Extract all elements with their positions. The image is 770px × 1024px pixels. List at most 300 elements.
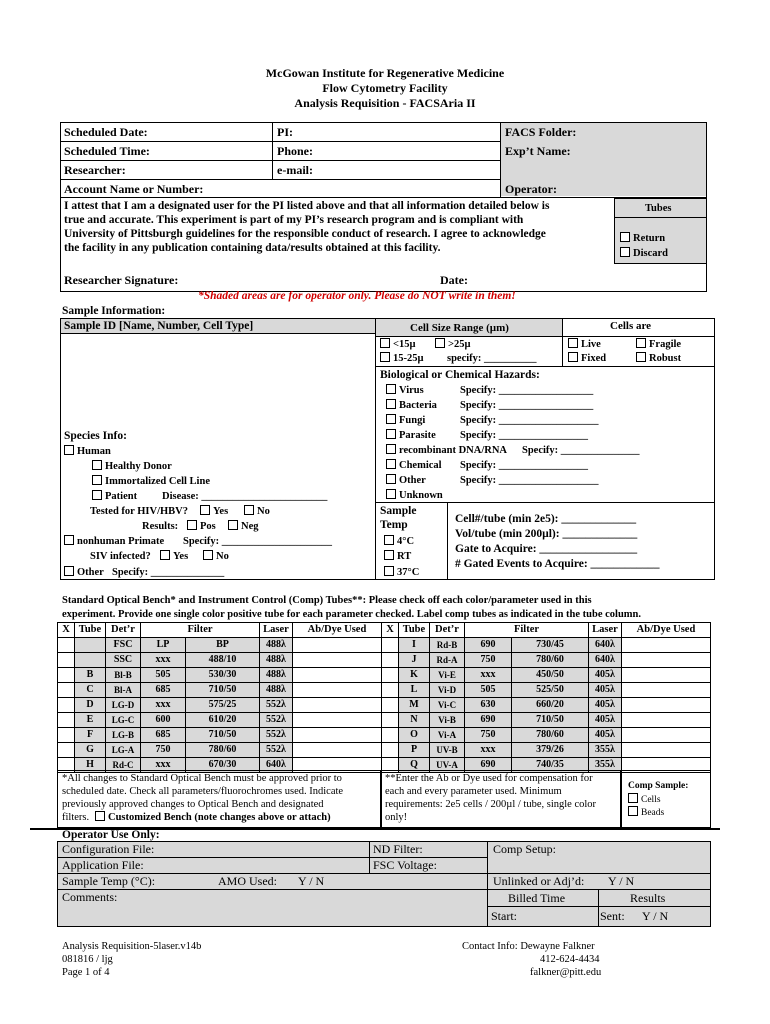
hazard-specify[interactable]: Specify: __________________ xyxy=(460,385,594,396)
table-row xyxy=(58,698,382,713)
hazard-checkbox[interactable] xyxy=(386,384,396,394)
hazard-label: Other xyxy=(399,475,426,486)
sent-yn[interactable]: Y / N xyxy=(642,909,669,923)
detector-cell: Vi-D xyxy=(430,683,465,698)
hazard-label: Virus xyxy=(399,385,424,396)
detector-cell: Rd-B xyxy=(430,638,465,653)
immortalized-label: Immortalized Cell Line xyxy=(105,476,210,487)
hazard-item[interactable] xyxy=(386,474,426,487)
scheduled-time-label: Scheduled Time: xyxy=(64,144,150,158)
pos-checkbox[interactable] xyxy=(187,520,197,530)
scheduled-date-label: Scheduled Date: xyxy=(64,125,148,139)
fixed-label: Fixed xyxy=(581,353,607,364)
healthy-donor-label: Healthy Donor xyxy=(105,461,172,472)
temp-4c-checkbox[interactable] xyxy=(384,535,394,545)
hazard-label: recombinant DNA/RNA xyxy=(399,445,508,456)
bp-cell: 525/50 xyxy=(511,683,588,698)
abdye-cell[interactable] xyxy=(293,653,382,668)
human-checkbox[interactable] xyxy=(64,445,74,455)
results-pos[interactable] xyxy=(187,520,216,533)
neg-checkbox[interactable] xyxy=(228,520,238,530)
nd-filter-label: ND Filter: xyxy=(373,842,423,856)
laser-cell: 405λ xyxy=(589,683,622,698)
bench-table-right xyxy=(381,622,711,773)
date-label: Date: xyxy=(440,273,468,287)
col-filter-right: Filter xyxy=(465,623,589,638)
size-specify: specify: __________ xyxy=(447,353,537,364)
bp-cell: 610/20 xyxy=(186,713,260,728)
robust-label: Robust xyxy=(649,353,682,364)
cells-robust[interactable] xyxy=(636,352,681,365)
comments-label: Comments: xyxy=(62,890,118,904)
sample-info-title: Sample Information: xyxy=(62,305,166,317)
comp-beads-checkbox[interactable] xyxy=(628,806,638,816)
lp-cell: 750 xyxy=(141,743,186,758)
detector-cell: LG-B xyxy=(106,728,141,743)
laser-cell: 488λ xyxy=(260,683,293,698)
col-detr-right: Det’r xyxy=(430,623,465,638)
hazard-label: Fungi xyxy=(399,415,426,426)
size-gt25[interactable] xyxy=(435,338,471,351)
gated-events-field[interactable]: # Gated Events to Acquire: ____________ xyxy=(455,558,660,570)
tube-cell: C xyxy=(75,683,106,698)
abdye-cell[interactable] xyxy=(293,698,382,713)
results-label: Results: xyxy=(142,521,179,532)
lp-cell: 505 xyxy=(465,683,512,698)
size-lt15[interactable] xyxy=(380,338,416,351)
siv-no-checkbox[interactable] xyxy=(203,550,213,560)
temp-37c-checkbox[interactable] xyxy=(384,566,394,576)
lp-cell: xxx xyxy=(465,668,512,683)
lp-cell: xxx xyxy=(141,698,186,713)
patient-checkbox[interactable] xyxy=(92,490,102,500)
detector-cell: UV-A xyxy=(430,758,465,773)
table-row xyxy=(58,683,382,698)
col-abdye: Ab/Dye Used xyxy=(293,623,382,638)
col-laser: Laser xyxy=(260,623,293,638)
tested-no-label: No xyxy=(257,506,270,517)
cell-tube-field[interactable]: Cell#/tube (min 2e5): _____________ xyxy=(455,513,637,525)
gate-field[interactable]: Gate to Acquire: _________________ xyxy=(455,543,638,555)
temp-37c-label: 37°C xyxy=(397,567,420,578)
sent-label: Sent: xyxy=(600,909,625,923)
hazard-specify[interactable]: Specify: _________________ xyxy=(460,430,589,441)
robust-checkbox[interactable] xyxy=(636,352,646,362)
tubes-return[interactable] xyxy=(620,232,665,245)
x-cell[interactable] xyxy=(382,653,399,668)
tested-no[interactable] xyxy=(244,505,270,518)
hazard-item[interactable] xyxy=(386,459,442,472)
laser-cell: 405λ xyxy=(589,728,622,743)
billed-time-label: Billed Time xyxy=(508,891,566,905)
col-x: X xyxy=(58,623,75,638)
bp-cell: 730/45 xyxy=(511,638,588,653)
bench-table-left xyxy=(57,622,382,773)
hazard-checkbox[interactable] xyxy=(386,444,396,454)
pi-label: PI: xyxy=(277,125,293,139)
table-row xyxy=(382,653,711,668)
institute-title: McGowan Institute for Regenerative Medicine xyxy=(265,66,505,80)
cells-fragile[interactable] xyxy=(636,338,681,351)
facs-folder-label: FACS Folder: xyxy=(505,125,577,139)
abdye-cell[interactable] xyxy=(293,638,382,653)
col-tube-right: Tube xyxy=(399,623,430,638)
bp-cell: 450/50 xyxy=(511,668,588,683)
tube-cell: Q xyxy=(399,758,430,773)
bp-cell: 710/50 xyxy=(186,683,260,698)
hazard-item[interactable] xyxy=(386,384,424,397)
nonhuman-specify[interactable]: Specify: _____________________ xyxy=(183,536,333,547)
detector-cell: Vi-C xyxy=(430,698,465,713)
tube-cell: L xyxy=(399,683,430,698)
x-cell[interactable] xyxy=(58,638,75,653)
fsc-voltage-label: FSC Voltage: xyxy=(373,858,437,872)
footer-phone: 412-624-4434 xyxy=(540,954,600,965)
customized-checkbox[interactable] xyxy=(95,811,105,821)
tube-cell: J xyxy=(399,653,430,668)
immortalized-checkbox[interactable] xyxy=(92,475,102,485)
lt15-label: <15µ xyxy=(393,339,416,350)
temp-rt[interactable] xyxy=(384,550,411,563)
temp-rt-checkbox[interactable] xyxy=(384,550,394,560)
hazard-checkbox[interactable] xyxy=(386,489,396,499)
hazard-specify[interactable]: Specify: _________________ xyxy=(460,460,589,471)
size-15-25[interactable] xyxy=(380,352,424,365)
table-row xyxy=(58,743,382,758)
hazard-item[interactable] xyxy=(386,489,443,502)
results-neg[interactable] xyxy=(228,520,259,533)
live-checkbox[interactable] xyxy=(568,338,578,348)
hazard-checkbox[interactable] xyxy=(386,459,396,469)
tubes-discard[interactable] xyxy=(620,247,668,260)
nonhuman-checkbox[interactable] xyxy=(64,535,74,545)
tested-yes[interactable] xyxy=(200,505,228,518)
tube-cell xyxy=(75,638,106,653)
bp-cell: 670/30 xyxy=(186,758,260,773)
temp-4c[interactable] xyxy=(384,535,414,548)
cells-live[interactable] xyxy=(568,338,601,351)
patient[interactable] xyxy=(92,490,137,503)
amo-used-label: AMO Used: xyxy=(218,874,277,888)
hazards-title: Biological or Chemical Hazards: xyxy=(380,369,540,381)
table-row xyxy=(382,743,711,758)
hazard-specify[interactable]: Specify: ___________________ xyxy=(460,415,599,426)
laser-cell: 552λ xyxy=(260,743,293,758)
laser-cell: 488λ xyxy=(260,638,293,653)
tubes-label: Tubes xyxy=(645,203,672,214)
col-laser-right: Laser xyxy=(589,623,622,638)
x-cell[interactable] xyxy=(58,698,75,713)
lp-cell: xxx xyxy=(465,743,512,758)
species-other[interactable] xyxy=(64,566,104,579)
x-cell[interactable] xyxy=(58,653,75,668)
detector-cell: LG-D xyxy=(106,698,141,713)
human-label: Human xyxy=(77,446,111,457)
cells-fixed[interactable] xyxy=(568,352,606,365)
footer-page: Page 1 of 4 xyxy=(62,967,110,978)
operator-title: Operator Use Only: xyxy=(62,829,160,841)
col-x-right: X xyxy=(382,623,399,638)
laser-cell: 405λ xyxy=(589,698,622,713)
hazard-specify[interactable]: Specify: _______________ xyxy=(522,445,640,456)
bench-note-left-2: scheduled date. Check all parameters/fluorochromes used. Indicate xyxy=(62,786,344,797)
healthy-donor[interactable] xyxy=(92,460,172,473)
abdye-cell[interactable] xyxy=(293,713,382,728)
tested-no-checkbox[interactable] xyxy=(244,505,254,515)
x-cell[interactable] xyxy=(382,638,399,653)
abdye-cell[interactable] xyxy=(293,683,382,698)
abdye-cell[interactable] xyxy=(622,653,711,668)
siv-yes-label: Yes xyxy=(173,551,189,562)
hazard-checkbox[interactable] xyxy=(386,429,396,439)
laser-cell: 552λ xyxy=(260,713,293,728)
footer-doc-name: Analysis Requisition-5laser.v14b xyxy=(62,941,202,952)
hazard-label: Bacteria xyxy=(399,400,437,411)
abdye-cell[interactable] xyxy=(293,743,382,758)
start-label: Start: xyxy=(491,909,517,923)
bench-note-right-2: each and every parameter used. Minimum xyxy=(385,786,562,797)
abdye-cell[interactable] xyxy=(293,728,382,743)
healthy-donor-checkbox[interactable] xyxy=(92,460,102,470)
comp-cells[interactable] xyxy=(628,793,661,807)
hazard-item[interactable] xyxy=(386,429,436,442)
x-cell[interactable] xyxy=(382,713,399,728)
abdye-cell[interactable] xyxy=(622,728,711,743)
lt15-checkbox[interactable] xyxy=(380,338,390,348)
table-row xyxy=(382,698,711,713)
detector-cell: LG-A xyxy=(106,743,141,758)
patient-label: Patient xyxy=(105,491,138,502)
operator-label: Operator: xyxy=(505,182,557,196)
lp-cell: 600 xyxy=(141,713,186,728)
lp-cell: 750 xyxy=(465,728,512,743)
lp-cell: 690 xyxy=(465,758,512,773)
sample-temp-op-label: Sample Temp (°C): xyxy=(62,874,156,888)
fragile-label: Fragile xyxy=(649,339,682,350)
bp-cell: 379/26 xyxy=(511,743,588,758)
config-file-label: Configuration File: xyxy=(62,842,155,856)
return-label: Return xyxy=(633,233,666,244)
lp-cell: 685 xyxy=(141,683,186,698)
comp-beads[interactable] xyxy=(628,806,664,820)
hazard-item[interactable] xyxy=(386,399,437,412)
x-cell[interactable] xyxy=(58,743,75,758)
detector-cell: FSC xyxy=(106,638,141,653)
x-cell[interactable] xyxy=(382,698,399,713)
laser-cell: 405λ xyxy=(589,668,622,683)
x-cell[interactable] xyxy=(58,713,75,728)
tube-cell: D xyxy=(75,698,106,713)
r1525-checkbox[interactable] xyxy=(380,352,390,362)
temp-rt-label: RT xyxy=(397,551,412,562)
bp-cell: 780/60 xyxy=(511,653,588,668)
laser-cell: 552λ xyxy=(260,698,293,713)
bp-cell: 780/60 xyxy=(186,743,260,758)
x-cell[interactable] xyxy=(58,728,75,743)
immortalized-line[interactable] xyxy=(92,475,210,488)
fixed-checkbox[interactable] xyxy=(568,352,578,362)
laser-cell: 488λ xyxy=(260,668,293,683)
table-row xyxy=(58,638,382,653)
bp-cell: 780/60 xyxy=(511,728,588,743)
hazard-specify[interactable]: Specify: __________________ xyxy=(460,400,594,411)
fragile-checkbox[interactable] xyxy=(636,338,646,348)
bench-title: Standard Optical Bench* and Instrument Control (Comp) Tubes**: Please check off each color/parameter used in this xyxy=(62,595,592,606)
attest-line-4: the facility in any publication containing data/results obtained at this facility. xyxy=(64,242,441,254)
discard-checkbox[interactable] xyxy=(620,247,630,257)
signature-label: Researcher Signature: xyxy=(64,273,179,287)
live-label: Live xyxy=(581,339,601,350)
abdye-cell[interactable] xyxy=(622,683,711,698)
siv-label: SIV infected? xyxy=(90,551,151,562)
abdye-cell[interactable] xyxy=(622,638,711,653)
vol-tube-field[interactable]: Vol/tube (min 200µl): _____________ xyxy=(455,528,638,540)
detector-cell: Rd-A xyxy=(430,653,465,668)
tube-cell: E xyxy=(75,713,106,728)
siv-no[interactable] xyxy=(203,550,229,563)
return-checkbox[interactable] xyxy=(620,232,630,242)
footer-contact: Contact Info: Dewayne Falkner xyxy=(462,941,595,952)
tested-yes-checkbox[interactable] xyxy=(200,505,210,515)
temp-37c[interactable] xyxy=(384,566,419,579)
footer-version: 081816 / ljg xyxy=(62,954,113,965)
customized-label: Customized Bench (note changes above or attach) xyxy=(108,812,331,823)
tube-cell: P xyxy=(399,743,430,758)
detector-cell: LG-C xyxy=(106,713,141,728)
col-detr: Det’r xyxy=(106,623,141,638)
temp-label: Temp xyxy=(380,519,408,531)
comp-cells-label: Cells xyxy=(641,795,661,805)
tube-cell: H xyxy=(75,758,106,773)
gt25-checkbox[interactable] xyxy=(435,338,445,348)
table-row xyxy=(382,728,711,743)
tested-hiv-label: Tested for HIV/HBV? xyxy=(90,506,189,517)
species-other-checkbox[interactable] xyxy=(64,566,74,576)
laser-cell: 405λ xyxy=(589,713,622,728)
lp-cell: 750 xyxy=(465,653,512,668)
tube-cell: F xyxy=(75,728,106,743)
abdye-cell[interactable] xyxy=(622,668,711,683)
species-info-title: Species Info: xyxy=(64,430,127,442)
bp-cell: 660/20 xyxy=(511,698,588,713)
bp-cell: 575/25 xyxy=(186,698,260,713)
hazard-specify[interactable]: Specify: ___________________ xyxy=(460,475,599,486)
species-other-specify[interactable]: Specify: ______________ xyxy=(112,567,225,578)
bp-cell: BP xyxy=(186,638,260,653)
disease-field[interactable]: Disease: ________________________ xyxy=(162,491,328,502)
cell-size-header: Cell Size Range (µm) xyxy=(410,322,509,334)
pos-label: Pos xyxy=(200,521,216,532)
sample-id-header: Sample ID [Name, Number, Cell Type] xyxy=(64,320,254,332)
x-cell[interactable] xyxy=(58,668,75,683)
amo-yn[interactable]: Y / N xyxy=(298,874,325,888)
comp-setup-label: Comp Setup: xyxy=(493,842,557,856)
lp-cell: xxx xyxy=(141,653,186,668)
hazard-checkbox[interactable] xyxy=(386,414,396,424)
x-cell[interactable] xyxy=(382,743,399,758)
table-row xyxy=(382,713,711,728)
tube-cell: G xyxy=(75,743,106,758)
species-human[interactable] xyxy=(64,445,111,458)
results-op-label: Results xyxy=(630,891,666,905)
phone-label: Phone: xyxy=(277,144,313,158)
tube-cell: O xyxy=(399,728,430,743)
tube-cell xyxy=(75,653,106,668)
bench-note-left-1: *All changes to Standard Optical Bench must be approved prior to xyxy=(62,773,342,784)
unlinked-yn[interactable]: Y / N xyxy=(608,874,635,888)
abdye-cell[interactable] xyxy=(293,668,382,683)
comp-sample-label: Comp Sample: xyxy=(628,781,689,791)
gt25-label: >25µ xyxy=(448,339,471,350)
abdye-cell[interactable] xyxy=(622,743,711,758)
comp-cells-checkbox[interactable] xyxy=(628,793,638,803)
attest-line-2: true and accurate. This experiment is part of my PI’s research program and is compliant with xyxy=(64,214,524,226)
lp-cell: 630 xyxy=(465,698,512,713)
hazard-checkbox[interactable] xyxy=(386,474,396,484)
tube-cell: N xyxy=(399,713,430,728)
shaded-note: *Shaded areas are for operator only. Please do NOT write in them! xyxy=(198,290,516,302)
table-row xyxy=(382,638,711,653)
hazard-label: Parasite xyxy=(399,430,436,441)
hazard-item[interactable] xyxy=(386,414,425,427)
laser-cell: 640λ xyxy=(589,653,622,668)
siv-yes[interactable] xyxy=(160,550,188,563)
table-row xyxy=(382,683,711,698)
table-row xyxy=(58,713,382,728)
siv-yes-checkbox[interactable] xyxy=(160,550,170,560)
attest-line-3: University of Pittsburgh guidelines for the responsible conduct of research. I agree to acknowledge xyxy=(64,228,546,240)
col-abdye-right: Ab/Dye Used xyxy=(622,623,711,638)
x-cell[interactable] xyxy=(382,728,399,743)
account-label: Account Name or Number: xyxy=(64,182,204,196)
lp-cell: LP xyxy=(141,638,186,653)
abdye-cell[interactable] xyxy=(622,698,711,713)
detector-cell: Vi-A xyxy=(430,728,465,743)
lp-cell: 690 xyxy=(465,638,512,653)
sample-temp-label: Sample xyxy=(380,505,417,517)
laser-cell: 355λ xyxy=(589,743,622,758)
comp-beads-label: Beads xyxy=(641,808,665,818)
laser-cell: 355λ xyxy=(589,758,622,773)
customized-bench[interactable] xyxy=(95,811,331,824)
lp-cell: 685 xyxy=(141,728,186,743)
r1525-label: 15-25µ xyxy=(393,353,424,364)
bench-note-right-4: only! xyxy=(385,812,408,823)
table-row xyxy=(58,653,382,668)
x-cell[interactable] xyxy=(58,683,75,698)
lp-cell: 690 xyxy=(465,713,512,728)
facility-title: Flow Cytometry Facility xyxy=(322,81,448,95)
abdye-cell[interactable] xyxy=(622,713,711,728)
bench-note-left-3: previously approved changes to Optical Bench and designated xyxy=(62,799,324,810)
x-cell[interactable] xyxy=(382,683,399,698)
bp-cell: 530/30 xyxy=(186,668,260,683)
email-label: e-mail: xyxy=(277,163,313,177)
tube-cell: M xyxy=(399,698,430,713)
form-title: Analysis Requisition - FACSAria II xyxy=(294,96,476,110)
unlinked-label: Unlinked or Adj’d: xyxy=(493,874,585,888)
x-cell[interactable] xyxy=(382,668,399,683)
table-row xyxy=(58,668,382,683)
nonhuman-primate[interactable] xyxy=(64,535,164,548)
lp-cell: 505 xyxy=(141,668,186,683)
detector-cell: Bl-A xyxy=(106,683,141,698)
exp-name-label: Exp’t Name: xyxy=(505,144,571,158)
hazard-item[interactable] xyxy=(386,444,507,457)
neg-label: Neg xyxy=(241,521,259,532)
hazard-checkbox[interactable] xyxy=(386,399,396,409)
bp-cell: 710/50 xyxy=(511,713,588,728)
